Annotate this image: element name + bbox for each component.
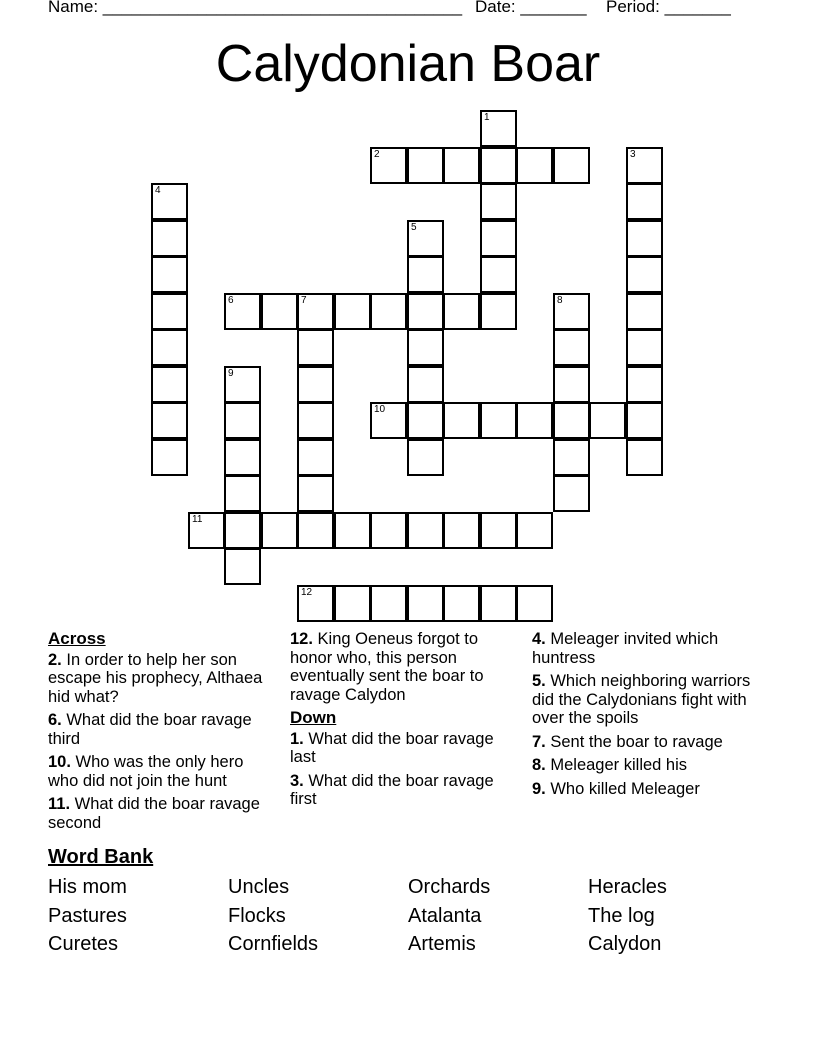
clue-down-5: 5. Which neighboring warriors did the Calydonians fight with over the spoils — [532, 672, 751, 727]
across-heading: Across — [48, 629, 106, 648]
clue-across-11: 11. What did the boar ravage second — [48, 795, 260, 832]
clue-number: 4 — [155, 185, 161, 196]
clue-down-8: 8. Meleager killed his — [532, 756, 688, 774]
crossword-cell[interactable] — [480, 585, 517, 622]
crossword-cell[interactable] — [553, 147, 590, 184]
crossword-cell[interactable] — [224, 439, 261, 476]
crossword-cell[interactable] — [480, 256, 517, 293]
crossword-cell[interactable] — [407, 585, 444, 622]
clue-number: 3 — [630, 149, 636, 160]
crossword-cell[interactable] — [626, 183, 663, 220]
crossword-cell[interactable] — [261, 512, 298, 549]
name-field[interactable]: Name: ______________________________________ — [48, 0, 463, 16]
crossword-cell[interactable] — [407, 329, 444, 366]
crossword-cell[interactable] — [297, 585, 334, 622]
clue-down-9: 9. Who killed Meleager — [532, 779, 700, 798]
clue-number: 8 — [557, 295, 563, 306]
crossword-cell[interactable] — [480, 512, 517, 549]
clue-across-10: 10. Who was the only hero who did not join the hunt — [48, 753, 244, 790]
crossword-cell[interactable] — [407, 293, 444, 330]
period-field[interactable]: Period: _______ — [606, 0, 731, 16]
crossword-cell[interactable] — [297, 439, 334, 476]
word-bank-heading: Word Bank — [48, 846, 154, 868]
clue-across-12: 12. King Oeneus forgot to honor who, this person eventually sent the boar to ravage Calydon — [290, 630, 484, 704]
word-bank-item: Orchards — [408, 876, 491, 898]
clue-number: 9 — [228, 368, 234, 379]
crossword-cell[interactable] — [480, 402, 517, 439]
crossword-cell[interactable] — [553, 439, 590, 476]
crossword-cell[interactable] — [151, 329, 188, 366]
clue-across-2: 2. In order to help her son escape his prophecy, Althaea hid what? — [48, 650, 263, 706]
crossword-cell[interactable] — [297, 293, 334, 330]
crossword-cell[interactable] — [480, 183, 517, 220]
clue-down-7: 7. Sent the boar to ravage — [532, 732, 723, 751]
clue-number: 2 — [374, 149, 380, 160]
crossword-cell[interactable] — [553, 475, 590, 512]
word-bank-item: Calydon — [588, 933, 662, 955]
crossword-cell[interactable] — [626, 220, 663, 257]
word-bank-item: Curetes — [48, 933, 119, 955]
page-title: Calydonian Boar — [215, 35, 601, 93]
clues-column-3 — [532, 630, 772, 803]
word-bank-item: Pastures — [48, 905, 127, 927]
crossword-cell[interactable] — [151, 402, 188, 439]
word-bank-item: Flocks — [228, 905, 286, 927]
crossword-cell[interactable] — [261, 293, 298, 330]
crossword-cell[interactable] — [553, 293, 590, 330]
word-bank-item: Heracles — [588, 876, 667, 898]
crossword-cell[interactable] — [297, 512, 334, 549]
crossword-cell[interactable] — [224, 512, 261, 549]
clues-column-1 — [48, 630, 278, 837]
clue-number: 7 — [301, 295, 307, 306]
clue-down-4: 4. Meleager invited which huntress — [532, 630, 719, 667]
crossword-cell[interactable] — [151, 293, 188, 330]
crossword-cell[interactable] — [370, 402, 407, 439]
crossword-cell[interactable] — [407, 402, 444, 439]
crossword-cell[interactable] — [626, 439, 663, 476]
word-bank-item: Cornfields — [228, 933, 319, 955]
clue-across-6: 6. What did the boar ravage third — [48, 711, 252, 748]
crossword-cell[interactable] — [443, 293, 480, 330]
crossword-cell[interactable] — [370, 147, 407, 184]
clue-number: 6 — [228, 295, 234, 306]
crossword-cell[interactable] — [626, 293, 663, 330]
crossword-cell[interactable] — [443, 147, 480, 184]
crossword-cell[interactable] — [626, 366, 663, 403]
crossword-cell[interactable] — [407, 439, 444, 476]
crossword-cell[interactable] — [334, 293, 371, 330]
crossword-cell[interactable] — [224, 548, 261, 585]
clue-number: 10 — [374, 404, 386, 415]
crossword-cell[interactable] — [480, 293, 517, 330]
crossword-cell[interactable] — [626, 256, 663, 293]
word-bank-item: Artemis — [408, 933, 476, 955]
crossword-cell[interactable] — [407, 147, 444, 184]
crossword-cell[interactable] — [443, 402, 480, 439]
clue-number: 12 — [301, 587, 313, 598]
crossword-cell[interactable] — [370, 512, 407, 549]
crossword-cell[interactable] — [516, 512, 553, 549]
word-bank-item: His mom — [48, 876, 127, 898]
crossword-cell[interactable] — [297, 475, 334, 512]
crossword-cell[interactable] — [626, 147, 663, 184]
clue-down-3: 3. What did the boar ravage first — [290, 771, 494, 808]
crossword-cell[interactable] — [188, 512, 225, 549]
crossword-cell[interactable] — [443, 512, 480, 549]
crossword-cell[interactable] — [224, 402, 261, 439]
crossword-cell[interactable] — [516, 585, 553, 622]
crossword-cell[interactable] — [553, 366, 590, 403]
clue-down-1: 1. What did the boar ravage last — [290, 729, 494, 766]
word-bank-item: The log — [588, 905, 655, 927]
clues-column-2 — [290, 630, 518, 814]
crossword-cell[interactable] — [553, 402, 590, 439]
crossword-cell[interactable] — [443, 585, 480, 622]
crossword-cell[interactable] — [407, 220, 444, 257]
crossword-cell[interactable] — [297, 366, 334, 403]
crossword-cell[interactable] — [334, 585, 371, 622]
crossword-cell[interactable] — [224, 366, 261, 403]
crossword-cell[interactable] — [626, 402, 663, 439]
clue-number: 11 — [192, 514, 203, 525]
down-heading: Down — [290, 708, 337, 727]
crossword-cell[interactable] — [370, 293, 407, 330]
crossword-cell[interactable] — [516, 402, 553, 439]
crossword-cell[interactable] — [516, 147, 553, 184]
crossword-cell[interactable] — [407, 256, 444, 293]
crossword-cell[interactable] — [480, 220, 517, 257]
clue-number: 5 — [411, 222, 417, 233]
crossword-cell[interactable] — [407, 366, 444, 403]
crossword-cell[interactable] — [224, 293, 261, 330]
crossword-cell[interactable] — [151, 256, 188, 293]
crossword-cell[interactable] — [151, 220, 188, 257]
word-bank-item: Uncles — [228, 876, 290, 898]
crossword-cell[interactable] — [553, 329, 590, 366]
crossword-cell[interactable] — [407, 512, 444, 549]
crossword-cell[interactable] — [151, 366, 188, 403]
crossword-cell[interactable] — [297, 329, 334, 366]
crossword-cell[interactable] — [626, 329, 663, 366]
crossword-cell[interactable] — [151, 439, 188, 476]
crossword-cell[interactable] — [334, 512, 371, 549]
word-bank-item: Atalanta — [408, 905, 482, 927]
crossword-cell[interactable] — [589, 402, 626, 439]
date-field[interactable]: Date: _______ — [475, 0, 587, 16]
crossword-cell[interactable] — [151, 183, 188, 220]
crossword-cell[interactable] — [297, 402, 334, 439]
clue-number: 1 — [484, 112, 490, 123]
crossword-cell[interactable] — [370, 585, 407, 622]
crossword-cell[interactable] — [224, 475, 261, 512]
crossword-cell[interactable] — [480, 110, 517, 147]
crossword-cell[interactable] — [480, 147, 517, 184]
